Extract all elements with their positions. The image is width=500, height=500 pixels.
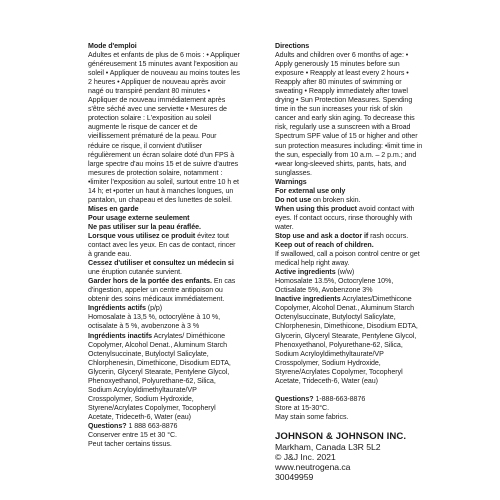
actifs-section: [88, 304, 240, 313]
inactive-label: Inactive ingredients: [275, 295, 341, 304]
stop-use-label: Stop use and ask a doctor if: [275, 231, 369, 240]
enfants-text: En cas d'ingestion, appeler un centre antipoison ou obtenir des soins médicaux immédiatement.: [88, 277, 236, 304]
conserver-text: Conserver entre 15 et 30 °C.: [88, 431, 177, 440]
company-address: Markham, Canada L3R 5L2: [275, 441, 381, 452]
en-questions: [275, 395, 423, 404]
directions-heading: Directions: [275, 42, 310, 50]
actifs-text: Homosalate à 13,5 %, octocrylène à 10 %, octisalate à 5 %, avobenzone à 3 %: [88, 313, 221, 331]
usage-externe: Pour usage externe seulement: [88, 213, 190, 222]
when-using-warning: [275, 205, 423, 232]
mode-emploi-heading: Mode d'emploi: [88, 42, 137, 50]
en-questions-label: Questions?: [275, 394, 314, 403]
inactifs-text: Acrylates/ Diméthicone Copolymer, Alcohol Denat., Aluminum Starch Octenylsuccinate, Butyloctyl Salicylate, Chlorphenesin, Dimethicone, Disodium EDTA, Glycerin, Glyceryl Stearate, Pentylene Glycol, Phenoxyethanol, Polyurethane-62, Silica, Sodium Acryloyldimethyltaurate/VP Crosspolymer, Sodium Hydroxide, Styrene/Acrylates Copolymer, Tocopheryl Acetate, Trideceth-6, Water (eau): [88, 331, 231, 421]
active-label: Active ingredients: [275, 268, 336, 277]
tacher-text: Peut tacher certains tissus.: [88, 440, 172, 449]
do-not-use-warning: [275, 196, 423, 205]
external-use: For external use only: [275, 186, 346, 195]
fr-questions: [88, 422, 240, 431]
en-questions-phone: 1-888-663-8876: [315, 394, 366, 403]
warnings-heading: Warnings: [275, 177, 307, 186]
yeux-warning: [88, 232, 240, 259]
fr-questions-phone: 1 888 663-8876: [128, 421, 178, 430]
actifs-label: Ingrédients actifs: [88, 304, 146, 313]
when-using-label: When using this product: [275, 204, 357, 213]
cessez-warning: [88, 259, 240, 277]
store-text: Store at 15-30°C.: [275, 403, 330, 412]
company-copyright: © J&J Inc. 2021: [275, 451, 336, 462]
french-label-column: [88, 42, 240, 449]
fr-questions-label: Questions?: [88, 421, 127, 430]
stain-text: May stain some fabrics.: [275, 412, 349, 421]
company-name: JOHNSON & JOHNSON INC.: [275, 430, 407, 442]
yeux-text: évitez tout contact avec les yeux. En cas de contact, rincer à grande eau.: [88, 231, 236, 259]
mises-en-garde-heading: Mises en garde: [88, 204, 139, 213]
english-label-column: [275, 42, 423, 482]
enfants-warning: [88, 277, 240, 304]
keep-out-text: If swallowed, call a poison control centre or get medical help right away.: [275, 250, 420, 268]
active-text: Homosalate 13.5%, Octocrylene 10%, Octisalate 5%, Avobenzone 3%: [275, 277, 394, 295]
active-section: [275, 268, 423, 277]
stop-use-text: rash occurs.: [370, 231, 409, 240]
do-not-use-label: Do not use: [275, 195, 312, 204]
do-not-use-text: on broken skin.: [313, 195, 361, 204]
inactive-section: [275, 295, 423, 385]
company-block: [275, 431, 423, 482]
stop-use-warning: [275, 232, 423, 241]
enfants-label: Garder hors de la portée des enfants.: [88, 277, 212, 286]
when-using-text: avoid contact with eyes. If contact occurs, rinse thoroughly with water.: [275, 204, 415, 231]
active-unit: (w/w): [337, 268, 355, 277]
inactifs-section: [88, 332, 240, 422]
ne-pas-utiliser: Ne pas utiliser sur la peau éraflée.: [88, 222, 201, 231]
mode-emploi-text: Adultes et enfants de plus de 6 mois : • Appliquer généreusement 15 minutes avant l'exposition au soleil • Appliquer de nouveau au moins toutes les 2 heures • Appliquer de nouveau après avoir nagé ou transpiré pendant 80 minutes • Appliquer de nouveau immédiatement après s'être séché avec une serviette • Mesures de protection solaire : L'exposition au soleil augmente le risque de cancer et de vieillissement prématuré de la peau. Pour réduire ce risque, il convient d'utiliser régulièrement un écran solaire doté d'un FPS à large spectre d'au moins 15 et de suivre d'autres mesures de protection solaire, notamment : •limiter l'exposition au soleil, surtout entre 10 h et 14 h; et •porter un haut à manches longues, un pantalon, un chapeau et des lunettes de soleil.: [88, 51, 240, 204]
keep-out-label: Keep out of reach of children.: [275, 241, 374, 250]
actifs-unit: (p/p): [147, 304, 163, 313]
company-website: www.neutrogena.ca: [275, 461, 351, 472]
directions-text: Adults and children over 6 months of age: • Apply generously 15 minutes before sun exposure • Reapply at least every 2 hours • Reapply after 80 minutes of swimming or sweating • Reapply immediately after towel drying • Sun Protection Measures. Spending time in the sun increases your risk of skin cancer and early skin aging. To decrease this risk, regularly use a sunscreen with a Broad Spectrum SPF value of 15 or higher and other sun protection measures including: •limit time in the sun, especially from 10 a.m. – 2 p.m.; and •wear long-sleeved shirts, pants, hats, and sunglasses.: [275, 51, 423, 177]
product-code: 30049959: [275, 471, 314, 482]
inactive-text: Acrylates/Dimethicone Copolymer, Alcohol Denat., Aluminum Starch Octenylsuccinate, Butyloctyl Salicylate, Chlorphenesin, Dimethicone, Disodium EDTA, Glycerin, Glyceryl Stearate, Pentylene Glycol, Phenoxyethanol, Polyurethane-62, Silica, Sodium Acryloyldimethyltaurate/VP Crosspolymer, Sodium Hydroxide, Styrene/Acrylates Copolymer, Tocopheryl Acetate, Trideceth-6, Water (eau): [275, 295, 418, 385]
yeux-label: Lorsque vous utilisez ce produit: [88, 231, 196, 240]
cessez-label: Cessez d'utiliser et consultez un médecin si: [88, 259, 234, 268]
inactifs-label: Ingrédients inactifs: [88, 331, 153, 340]
cessez-text: une éruption cutanée survient.: [88, 268, 182, 277]
